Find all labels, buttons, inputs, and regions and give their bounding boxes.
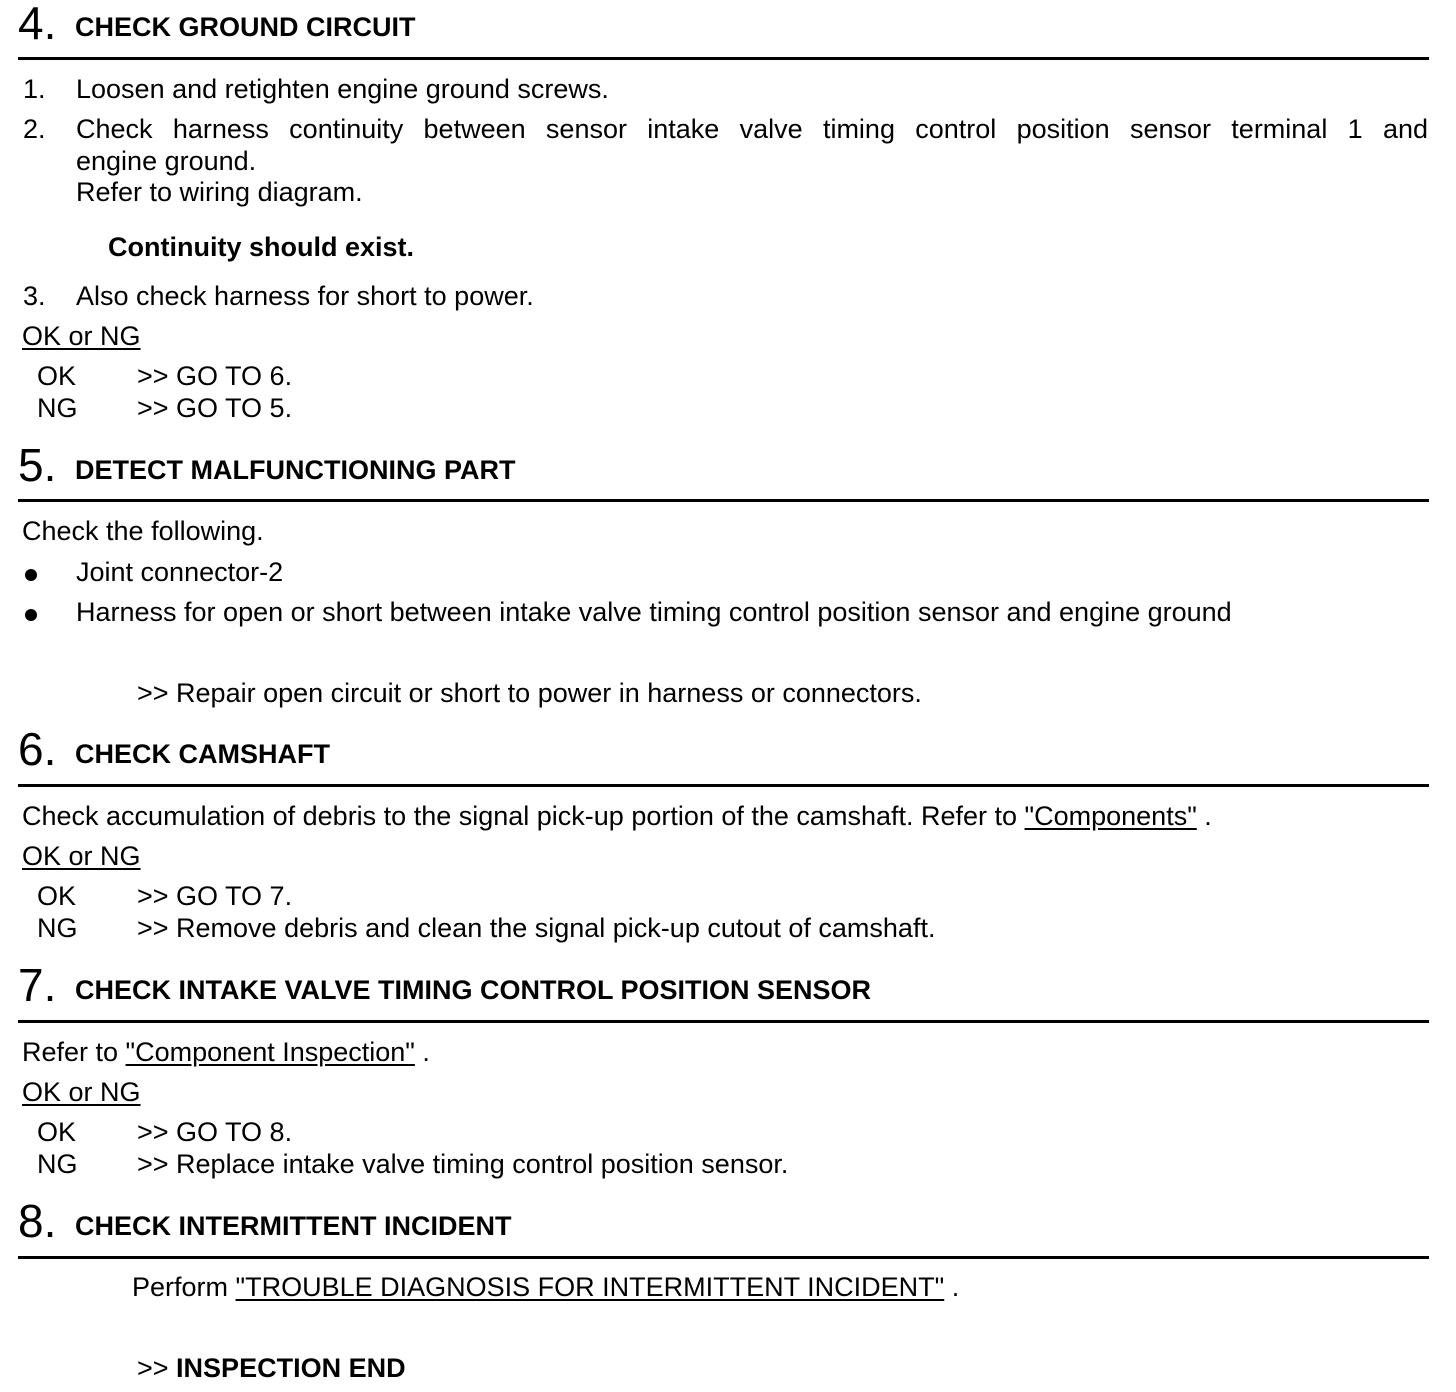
step-4-spec: Continuity should exist. — [108, 232, 415, 262]
divider — [18, 1020, 1429, 1023]
bullet-icon — [25, 609, 37, 621]
divider — [18, 57, 1429, 60]
step-4-item-1-text: Loosen and retighten engine ground screws. — [76, 74, 609, 104]
step-4-item-2-line-1: Check harness continuity between sensor intake valve timing control position sensor terminal 1 and — [76, 114, 1428, 144]
divider — [18, 499, 1429, 502]
result-ok-action: >> GO TO 8. — [137, 1117, 293, 1147]
step-6-text-end: . — [1196, 801, 1212, 831]
step-7-text-line — [22, 1036, 430, 1068]
step-4-item-1-number: 1. — [23, 74, 46, 104]
step-7-text-end: . — [414, 1037, 430, 1067]
result-ok-label: OK — [37, 361, 77, 391]
step-5-number: 5. — [18, 439, 57, 491]
step-5-action: >> Repair open circuit or short to power in harness or connectors. — [137, 678, 922, 708]
divider — [18, 1256, 1429, 1259]
ok-or-ng-link[interactable]: OK or NG — [22, 321, 141, 351]
result-ok-action: >> GO TO 6. — [137, 361, 293, 391]
step-4-item-2-number: 2. — [23, 114, 46, 144]
step-4-item-2-line-2: engine ground. — [76, 146, 257, 176]
step-6-text-line — [22, 800, 1212, 832]
result-ng-label: NG — [37, 913, 78, 943]
result-ng-label: NG — [37, 393, 78, 423]
components-link[interactable]: "Components" — [1024, 801, 1197, 831]
step-8-title: CHECK INTERMITTENT INCIDENT — [75, 1211, 512, 1241]
divider — [18, 784, 1429, 787]
step-4-item-3-text: Also check harness for short to power. — [76, 281, 534, 311]
result-ok-label: OK — [37, 1117, 77, 1147]
step-5-intro: Check the following. — [22, 516, 264, 546]
step-4-item-2-line-3: Refer to wiring diagram. — [76, 177, 363, 207]
step-8-text-end: . — [944, 1272, 960, 1302]
bullet-icon — [25, 569, 37, 581]
result-ok-label: OK — [37, 881, 77, 911]
step-7-number: 7. — [18, 959, 57, 1011]
step-7-title: CHECK INTAKE VALVE TIMING CONTROL POSITION SENSOR — [75, 975, 872, 1005]
step-8-text: Perform — [132, 1272, 236, 1302]
step-8-number: 8. — [18, 1195, 57, 1247]
step-6-title: CHECK CAMSHAFT — [75, 739, 330, 769]
result-ng-action: >> Replace intake valve timing control position sensor. — [137, 1149, 789, 1179]
result-ng-action: >> GO TO 5. — [137, 393, 293, 423]
trouble-diagnosis-link[interactable]: "TROUBLE DIAGNOSIS FOR INTERMITTENT INCIDENT" — [235, 1272, 945, 1302]
ok-or-ng-link[interactable]: OK or NG — [22, 1077, 141, 1107]
step-7-text: Refer to — [22, 1037, 126, 1067]
component-inspection-link[interactable]: "Component Inspection" — [125, 1037, 415, 1067]
step-5-bullet-1: Joint connector-2 — [76, 557, 284, 587]
step-4-number: 4. — [18, 0, 57, 49]
step-4-item-3-number: 3. — [23, 281, 46, 311]
result-ok-action: >> GO TO 7. — [137, 881, 293, 911]
inspection-end — [137, 1352, 406, 1384]
result-ng-label: NG — [37, 1149, 78, 1179]
step-4-title: CHECK GROUND CIRCUIT — [75, 12, 416, 42]
step-5-bullet-2: Harness for open or short between intake valve timing control position sensor and engine ground — [76, 597, 1232, 627]
step-6-text: Check accumulation of debris to the signal pick-up portion of the camshaft. Refer to — [22, 801, 1025, 831]
step-6-number: 6. — [18, 723, 57, 775]
inspection-end-label: INSPECTION END — [176, 1353, 406, 1383]
result-ng-action: >> Remove debris and clean the signal pick-up cutout of camshaft. — [137, 913, 936, 943]
step-8-text-line — [132, 1271, 959, 1303]
ok-or-ng-link[interactable]: OK or NG — [22, 841, 141, 871]
inspection-end-prefix: >> — [137, 1353, 177, 1383]
step-5-title: DETECT MALFUNCTIONING PART — [75, 455, 516, 485]
